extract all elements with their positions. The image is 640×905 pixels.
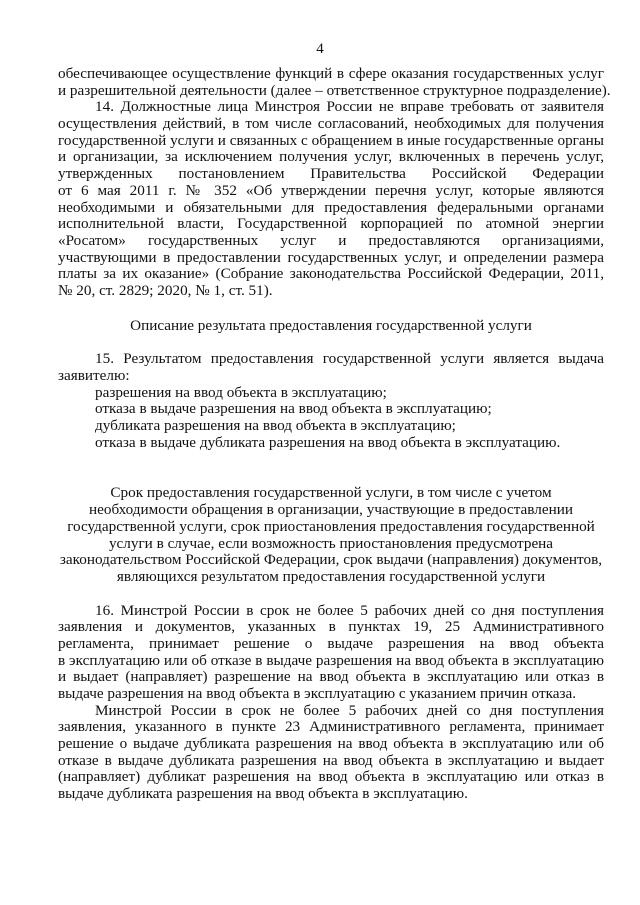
- document-body: [58, 65, 611, 803]
- paragraph-14-line: от 6 мая 2011 г. № 352 «Об утверждении перечня услуг, которые являются: [58, 181, 604, 199]
- paragraph-14-line: исполнительной власти, Государственной корпорацией по атомной энергии: [58, 215, 604, 233]
- paragraph-16-line: регламента, принимает решение о выдаче разрешения на ввод объекта: [58, 634, 604, 652]
- paragraph-16b-line: (направляет) дубликат разрешения на ввод объекта в эксплуатацию или отказ в: [58, 768, 604, 786]
- section-heading-deadline-line: услуги в случае, если возможность приостановления предусмотрена: [108, 534, 554, 552]
- paragraph-15-line: заявителю:: [58, 367, 130, 384]
- paragraph-16-line: заявления и документов, указанных в пунктах 19, 25 Административного: [58, 618, 604, 636]
- section-heading-deadline-line: являющихся результатом предоставления государственной услуги: [116, 567, 546, 585]
- paragraph-16b-line: решение о выдаче дубликата разрешения на ввод объекта в эксплуатацию или об: [58, 735, 604, 753]
- result-list-item: отказа в выдаче разрешения на ввод объекта в эксплуатацию;: [95, 400, 492, 418]
- paragraph-15-line: 15. Результатом предоставления государственной услуги является выдача: [95, 350, 604, 368]
- paragraph-14-line: осуществления действий, в том числе согласований, необходимых для получения: [58, 115, 604, 133]
- paragraph-14-line: платы за их оказание» (Собрание законодательства Российской Федерации, 2011,: [58, 265, 604, 283]
- paragraph-16b-line: отказе в выдаче дубликата разрешения на ввод объекта в эксплуатацию и выдает: [58, 751, 604, 769]
- paragraph-14-line: необходимыми и обязательными для предоставления федеральными органами: [58, 198, 604, 216]
- section-heading-deadline-line: государственной услуги, срок приостановления предоставления государственной: [67, 517, 595, 535]
- page-number: 4: [316, 41, 324, 57]
- result-list-item: дубликата разрешения на ввод объекта в эксплуатацию;: [95, 417, 456, 435]
- paragraph-16b-line: Минстрой России в срок не более 5 рабочих дней со дня поступления: [95, 701, 604, 719]
- paragraph-16-line: выдаче разрешения на ввод объекта в эксплуатацию с указанием причин отказа.: [58, 685, 577, 702]
- paragraph-16-line: и выдает (направляет) разрешение на ввод объекта в эксплуатацию или отказ в: [58, 668, 604, 686]
- paragraph-line: и разрешительной деятельности (далее – ответственное структурное подразделение).: [58, 81, 611, 99]
- paragraph-16b-line: заявления, указанного в пункте 23 Административного регламента, принимает: [58, 718, 604, 736]
- paragraph-14-line: участвующими в предоставлении государственных услуг, и определении размера: [58, 248, 604, 266]
- section-heading-deadline-line: необходимости обращения в организации, участвующие в предоставлении: [89, 501, 573, 519]
- section-heading-result: Описание результата предоставления государственной услуги: [130, 316, 532, 334]
- paragraph-16b-line: выдаче дубликата разрешения на ввод объекта в эксплуатацию.: [58, 785, 468, 803]
- paragraph-line: обеспечивающее осуществление функций в сфере оказания государственных услуг: [58, 65, 604, 82]
- paragraph-14-line: государственной услуги и связанных с обращением в иные государственные органы: [58, 131, 604, 149]
- result-list-item: разрешения на ввод объекта в эксплуатацию;: [95, 383, 387, 401]
- paragraph-14-line: «Росатом» государственных услуг и предоставляются организациями,: [58, 231, 604, 249]
- paragraph-14-line: утвержденных постановлением Правительства Российской Федерации: [58, 165, 604, 183]
- paragraph-16-line: в эксплуатацию или об отказе в выдаче разрешения на ввод объекта в эксплуатацию: [58, 651, 604, 669]
- result-list-item: отказа в выдаче дубликата разрешения на ввод объекта в эксплуатацию.: [95, 433, 561, 451]
- paragraph-16-line: 16. Минстрой России в срок не более 5 рабочих дней со дня поступления: [95, 601, 604, 619]
- section-heading-deadline-line: Срок предоставления государственной услуги, в том числе с учетом: [110, 484, 552, 502]
- paragraph-14-line: 14. Должностные лица Минстроя России не вправе требовать от заявителя: [95, 98, 604, 116]
- section-heading-deadline-line: законодательством Российской Федерации, срок выдачи (направления) документов,: [59, 551, 603, 569]
- paragraph-14-line: № 20, ст. 2829; 2020, № 1, ст. 51).: [58, 281, 273, 299]
- paragraph-14-line: и организации, за исключением получения услуг, включенных в перечень услуг,: [58, 148, 604, 166]
